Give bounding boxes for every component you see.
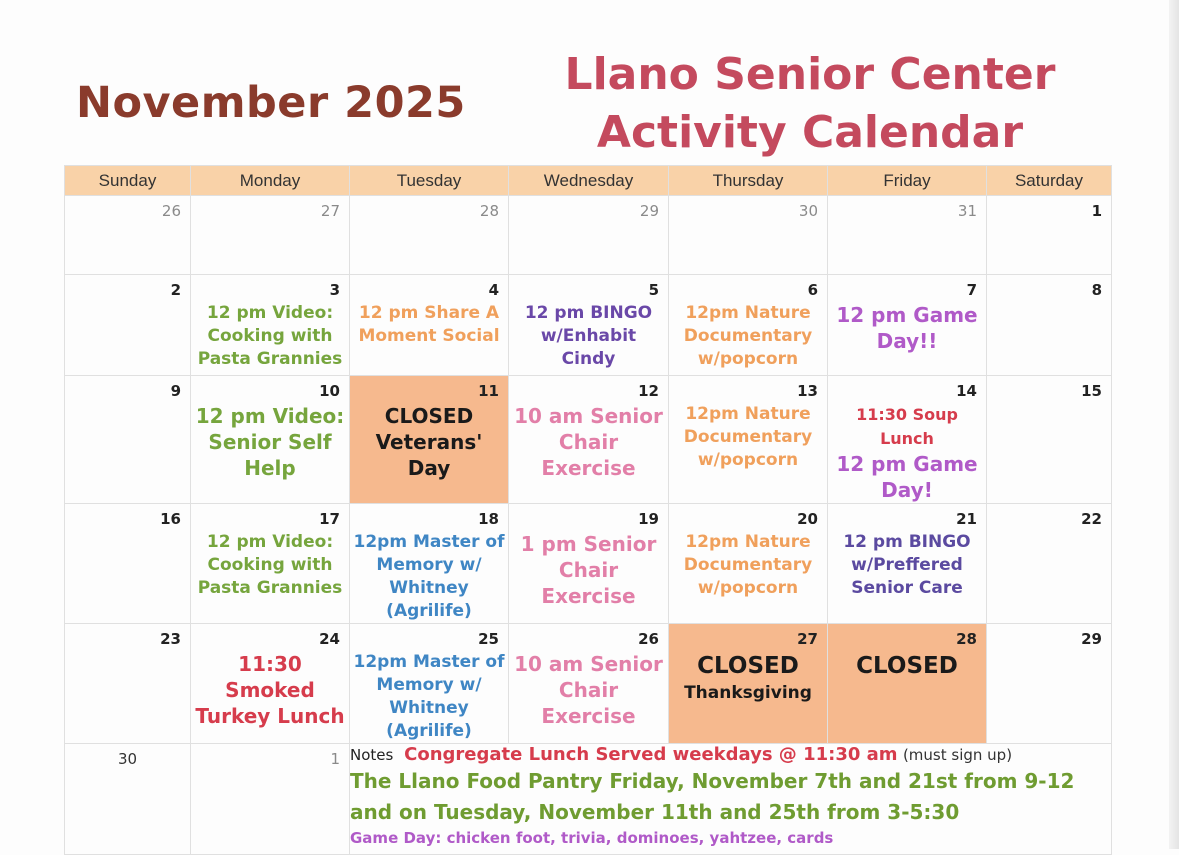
- day-number: 17: [319, 510, 340, 528]
- day-number: 14: [956, 382, 977, 400]
- day-number: 30: [117, 750, 138, 768]
- event: [350, 528, 508, 623]
- day-cell[interactable]: [828, 196, 987, 275]
- day-cell[interactable]: [669, 196, 828, 275]
- event-line: 10 am Senior: [514, 652, 663, 676]
- event: [669, 400, 827, 472]
- event: [350, 648, 508, 743]
- day-cell[interactable]: [987, 504, 1112, 624]
- event: [828, 451, 986, 503]
- day-number: 6: [807, 281, 818, 299]
- day-number: 16: [160, 510, 181, 528]
- event-line: Whitney (Agrilife): [386, 698, 472, 741]
- event: [509, 528, 668, 609]
- day-number: 4: [488, 281, 499, 299]
- weekday-header-row: [65, 166, 1112, 196]
- event-line: 12 pm Game: [836, 303, 978, 327]
- event-line: w/popcorn: [697, 349, 799, 369]
- day-cell-closed[interactable]: [350, 376, 509, 504]
- event: [191, 648, 349, 729]
- notes-game-day: Game Day: chicken foot, trivia, dominoes, yahtzee, cards: [350, 829, 834, 847]
- day-number: 25: [478, 630, 499, 648]
- month-title: November 2025: [76, 78, 466, 128]
- event-line: 11:30 Soup Lunch: [856, 405, 958, 448]
- calendar-week: [65, 504, 1112, 624]
- event: [669, 648, 827, 682]
- day-number: 12: [638, 382, 659, 400]
- event-line: Senior Self Help: [208, 430, 332, 480]
- event: [191, 528, 349, 600]
- event-line: Chair Exercise: [541, 678, 636, 728]
- day-number: 19: [638, 510, 659, 528]
- event: [669, 299, 827, 371]
- day-cell[interactable]: [669, 504, 828, 624]
- day-number: 11: [478, 382, 499, 400]
- day-number: 31: [957, 202, 977, 220]
- event-line: Documentary: [683, 427, 813, 447]
- event-line: Thanksgiving: [684, 683, 812, 703]
- event-line: w/popcorn: [697, 450, 799, 470]
- day-cell[interactable]: [65, 376, 191, 504]
- day-number: 29: [639, 202, 659, 220]
- day-cell[interactable]: [987, 624, 1112, 744]
- day-number: 2: [170, 281, 181, 299]
- day-number: 18: [478, 510, 499, 528]
- day-cell[interactable]: [65, 744, 191, 855]
- day-cell[interactable]: [65, 624, 191, 744]
- day-number: 22: [1081, 510, 1102, 528]
- event-line: Documentary: [683, 326, 813, 346]
- event-line: Senior Care: [851, 578, 963, 598]
- day-cell[interactable]: [350, 196, 509, 275]
- center-title: [530, 46, 1090, 162]
- event-line: 12 pm Share A: [358, 303, 500, 323]
- day-cell[interactable]: [987, 275, 1112, 376]
- event-line: Chair Exercise: [541, 430, 636, 480]
- event-line: Whitney (Agrilife): [386, 578, 472, 621]
- day-cell[interactable]: [191, 624, 350, 744]
- weekday-header: Friday: [828, 166, 987, 196]
- day-number: 30: [798, 202, 818, 220]
- day-number: 23: [160, 630, 181, 648]
- event-line: Day!!: [876, 329, 938, 353]
- event: [828, 648, 986, 682]
- day-cell[interactable]: [191, 275, 350, 376]
- day-number: 13: [797, 382, 818, 400]
- day-cell[interactable]: [828, 275, 987, 376]
- day-cell[interactable]: [65, 275, 191, 376]
- day-cell[interactable]: [669, 275, 828, 376]
- day-number: 8: [1091, 281, 1102, 299]
- day-number: 1: [1091, 202, 1102, 220]
- day-cell[interactable]: [828, 376, 987, 504]
- day-cell[interactable]: [509, 624, 669, 744]
- weekday-header: Sunday: [65, 166, 191, 196]
- event-line: Turkey Lunch: [195, 704, 345, 728]
- day-cell[interactable]: [509, 275, 669, 376]
- day-cell[interactable]: [509, 504, 669, 624]
- day-number: 27: [320, 202, 340, 220]
- event: [828, 400, 986, 451]
- calendar-week: [65, 376, 1112, 504]
- event-line: Memory w/: [376, 555, 482, 575]
- weekday-header: Wednesday: [509, 166, 669, 196]
- day-number: 3: [329, 281, 340, 299]
- day-cell[interactable]: [669, 376, 828, 504]
- day-cell[interactable]: [509, 376, 669, 504]
- day-cell[interactable]: [65, 196, 191, 275]
- calendar-weeks: [65, 196, 1112, 744]
- event-line: CLOSED: [697, 653, 799, 679]
- event-line: Pasta Grannies: [197, 578, 343, 598]
- day-number: 5: [648, 281, 659, 299]
- event-line: 12pm Master of: [353, 532, 505, 552]
- center-title-line-2: Activity Calendar: [596, 107, 1024, 158]
- event: [350, 400, 508, 481]
- event-line: 12 pm Video:: [206, 532, 334, 552]
- event: [509, 299, 668, 371]
- day-cell[interactable]: [191, 504, 350, 624]
- center-title-line-1: Llano Senior Center: [564, 49, 1056, 100]
- day-cell[interactable]: [191, 376, 350, 504]
- event: [191, 400, 349, 481]
- day-number: 28: [479, 202, 499, 220]
- event-line: 12 pm BINGO: [524, 303, 653, 323]
- event-line: 11:30 Smoked: [225, 652, 315, 702]
- event-line: 12pm Nature: [685, 303, 811, 323]
- day-number: 26: [638, 630, 659, 648]
- day-cell[interactable]: [987, 196, 1112, 275]
- event-line: Cooking with: [207, 555, 333, 575]
- event-line: 12pm Nature: [685, 404, 811, 424]
- event-line: Veterans' Day: [375, 430, 483, 480]
- event: [350, 299, 508, 348]
- event-line: Cindy: [561, 349, 616, 369]
- scan-edge-shadow: [1169, 0, 1179, 849]
- event-line: 10 am Senior: [514, 404, 663, 428]
- event-line: 12 pm Video:: [206, 303, 334, 323]
- event: [669, 528, 827, 600]
- day-number: 28: [956, 630, 977, 648]
- day-cell-closed[interactable]: [828, 624, 987, 744]
- event: [669, 682, 827, 705]
- day-number: 20: [797, 510, 818, 528]
- event-line: 12pm Master of: [353, 652, 505, 672]
- notes-section: [350, 744, 1112, 855]
- event-line: CLOSED: [384, 404, 474, 428]
- event-line: 1 pm Senior: [520, 532, 657, 556]
- event-line: w/popcorn: [697, 578, 799, 598]
- weekday-header: Thursday: [669, 166, 828, 196]
- calendar-grid: [64, 165, 1112, 855]
- day-cell[interactable]: [509, 196, 669, 275]
- day-number: 27: [797, 630, 818, 648]
- event-line: 12 pm Game: [836, 452, 978, 476]
- event: [509, 400, 668, 481]
- day-number: 10: [319, 382, 340, 400]
- calendar-week: [65, 196, 1112, 275]
- day-cell[interactable]: [350, 624, 509, 744]
- day-number: 21: [956, 510, 977, 528]
- day-cell[interactable]: [191, 744, 350, 855]
- day-cell-closed[interactable]: [669, 624, 828, 744]
- event-line: CLOSED: [856, 653, 958, 679]
- notes-label: Notes: [350, 746, 394, 764]
- weekday-header: Saturday: [987, 166, 1112, 196]
- event: [828, 528, 986, 600]
- day-cell[interactable]: [65, 504, 191, 624]
- day-cell[interactable]: [350, 504, 509, 624]
- event-line: Documentary: [683, 555, 813, 575]
- day-number: 29: [1081, 630, 1102, 648]
- day-number: 26: [161, 202, 181, 220]
- event: [828, 299, 986, 354]
- calendar-week: [65, 275, 1112, 376]
- notes-lunch-line: [350, 744, 1111, 766]
- day-cell[interactable]: [191, 196, 350, 275]
- day-number: 1: [330, 750, 340, 768]
- notes-signup: (must sign up): [902, 746, 1013, 764]
- event-line: Cooking with: [207, 326, 333, 346]
- event-line: Pasta Grannies: [197, 349, 343, 369]
- calendar-week-last: [65, 744, 1112, 855]
- event-line: w/Preffered: [851, 555, 963, 575]
- day-number: 9: [170, 382, 181, 400]
- event-line: 12 pm BINGO: [843, 532, 971, 552]
- event-line: Moment Social: [358, 326, 500, 346]
- weekday-header: Monday: [191, 166, 350, 196]
- calendar-week: [65, 624, 1112, 744]
- event-line: Day!: [881, 478, 933, 502]
- weekday-header: Tuesday: [350, 166, 509, 196]
- event-line: Chair Exercise: [541, 558, 636, 608]
- event: [509, 648, 668, 729]
- notes-lunch: Congregate Lunch Served weekdays @ 11:30 am: [404, 744, 898, 765]
- event-line: 12pm Nature: [685, 532, 811, 552]
- notes-food-pantry: The Llano Food Pantry Friday, November 7th and 21st from 9-12 and on Tuesday, November 11th and 25th from 3-5:30: [350, 769, 1075, 824]
- day-cell[interactable]: [987, 376, 1112, 504]
- day-cell[interactable]: [828, 504, 987, 624]
- event-line: Memory w/: [376, 675, 482, 695]
- day-cell[interactable]: [350, 275, 509, 376]
- day-number: 7: [966, 281, 977, 299]
- event-line: 12 pm Video:: [195, 404, 345, 428]
- event: [191, 299, 349, 371]
- event-line: w/Enhabit: [540, 326, 637, 346]
- day-number: 15: [1081, 382, 1102, 400]
- day-number: 24: [319, 630, 340, 648]
